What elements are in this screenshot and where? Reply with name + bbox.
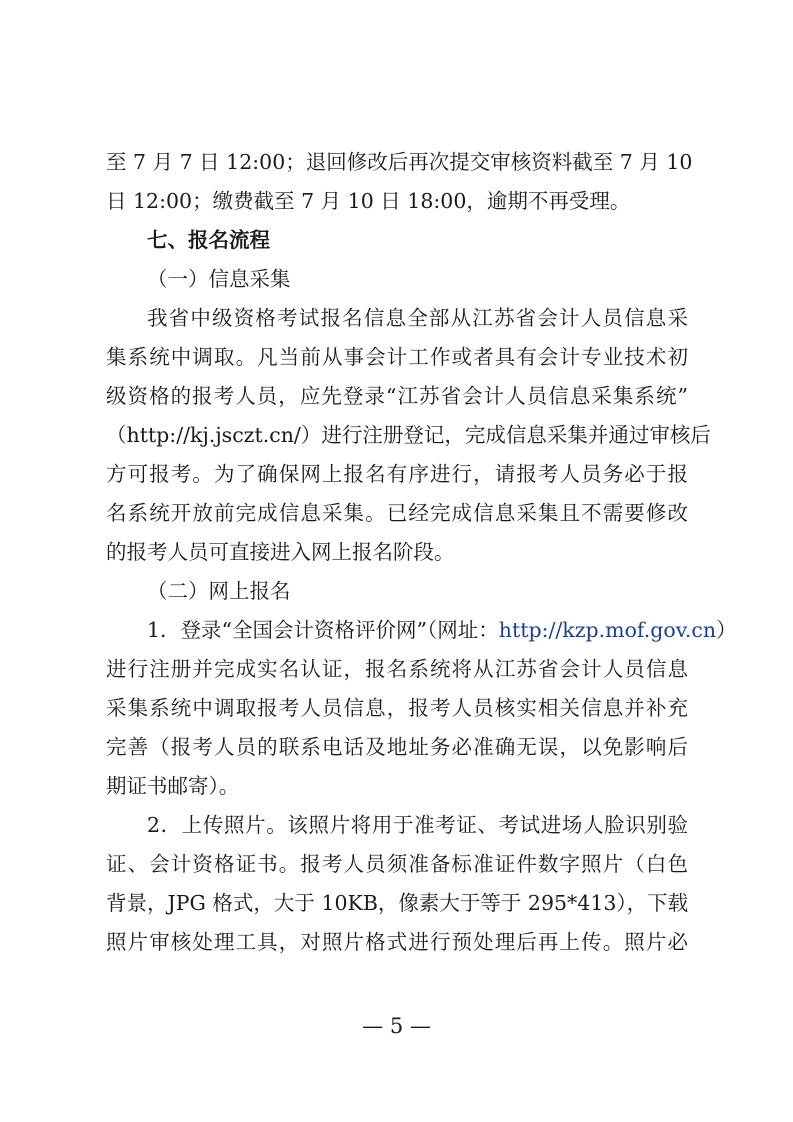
paragraph-line: 采集系统中调取报考人员信息，报考人员核实相关信息并补充 bbox=[106, 696, 688, 720]
paragraph-line: 完善（报考人员的联系电话及地址务必准确无误，以免影响后 bbox=[106, 735, 688, 759]
paragraph-line bbox=[106, 611, 737, 650]
paragraph-line: 级资格的报考人员，应先登录“江苏省会计人员信息采集系统” bbox=[106, 384, 688, 408]
paragraph-line: 2．上传照片。该照片将用于准考证、考试进场人脸识别验 bbox=[147, 813, 688, 837]
section-heading: 七、报名流程 bbox=[147, 228, 270, 252]
subsection-heading: （二）网上报名 bbox=[147, 579, 291, 603]
document-body bbox=[106, 143, 737, 962]
paragraph-line: （http://kj.jsczt.cn/）进行注册登记，完成信息采集并通过审核后 bbox=[106, 423, 711, 447]
paragraph-line: 至 7 月 7 日 12:00；退回修改后再次提交审核资料截至 7 月 10 bbox=[106, 150, 693, 174]
paragraph-line: 名系统开放前完成信息采集。已经完成信息采集且不需要修改 bbox=[106, 501, 688, 525]
subsection-heading: （一）信息采集 bbox=[147, 267, 291, 291]
paragraph-line: 集系统中调取。凡当前从事会计工作或者具有会计专业技术初 bbox=[106, 345, 688, 369]
line-segment: 1．登录“全国会计资格评价网”（网址： bbox=[147, 618, 499, 642]
paragraph-line: 背景，JPG 格式，大于 10KB，像素大于等于 295*413），下载 bbox=[106, 891, 689, 915]
line-segment: ） bbox=[716, 618, 737, 642]
website-link[interactable]: http://kzp.mof.gov.cn bbox=[498, 618, 717, 642]
paragraph-line: 期证书邮寄）。 bbox=[106, 774, 240, 798]
paragraph-line: 日 12:00；缴费截至 7 月 10 日 18:00，逾期不再受理。 bbox=[106, 189, 631, 213]
paragraph-line: 方可报考。为了确保网上报名有序进行，请报考人员务必于报 bbox=[106, 462, 688, 486]
paragraph-line: 进行注册并完成实名认证，报名系统将从江苏省会计人员信息 bbox=[106, 657, 688, 681]
paragraph-line: 的报考人员可直接进入网上报名阶段。 bbox=[106, 540, 455, 564]
paragraph-line: 照片审核处理工具，对照片格式进行预处理后再上传。照片必 bbox=[106, 930, 688, 954]
paragraph-line: 证、会计资格证书。报考人员须准备标准证件数字照片（白色 bbox=[106, 852, 688, 876]
page-number: — 5 — bbox=[362, 1014, 431, 1038]
paragraph-line: 我省中级资格考试报名信息全部从江苏省会计人员信息采 bbox=[147, 306, 688, 330]
